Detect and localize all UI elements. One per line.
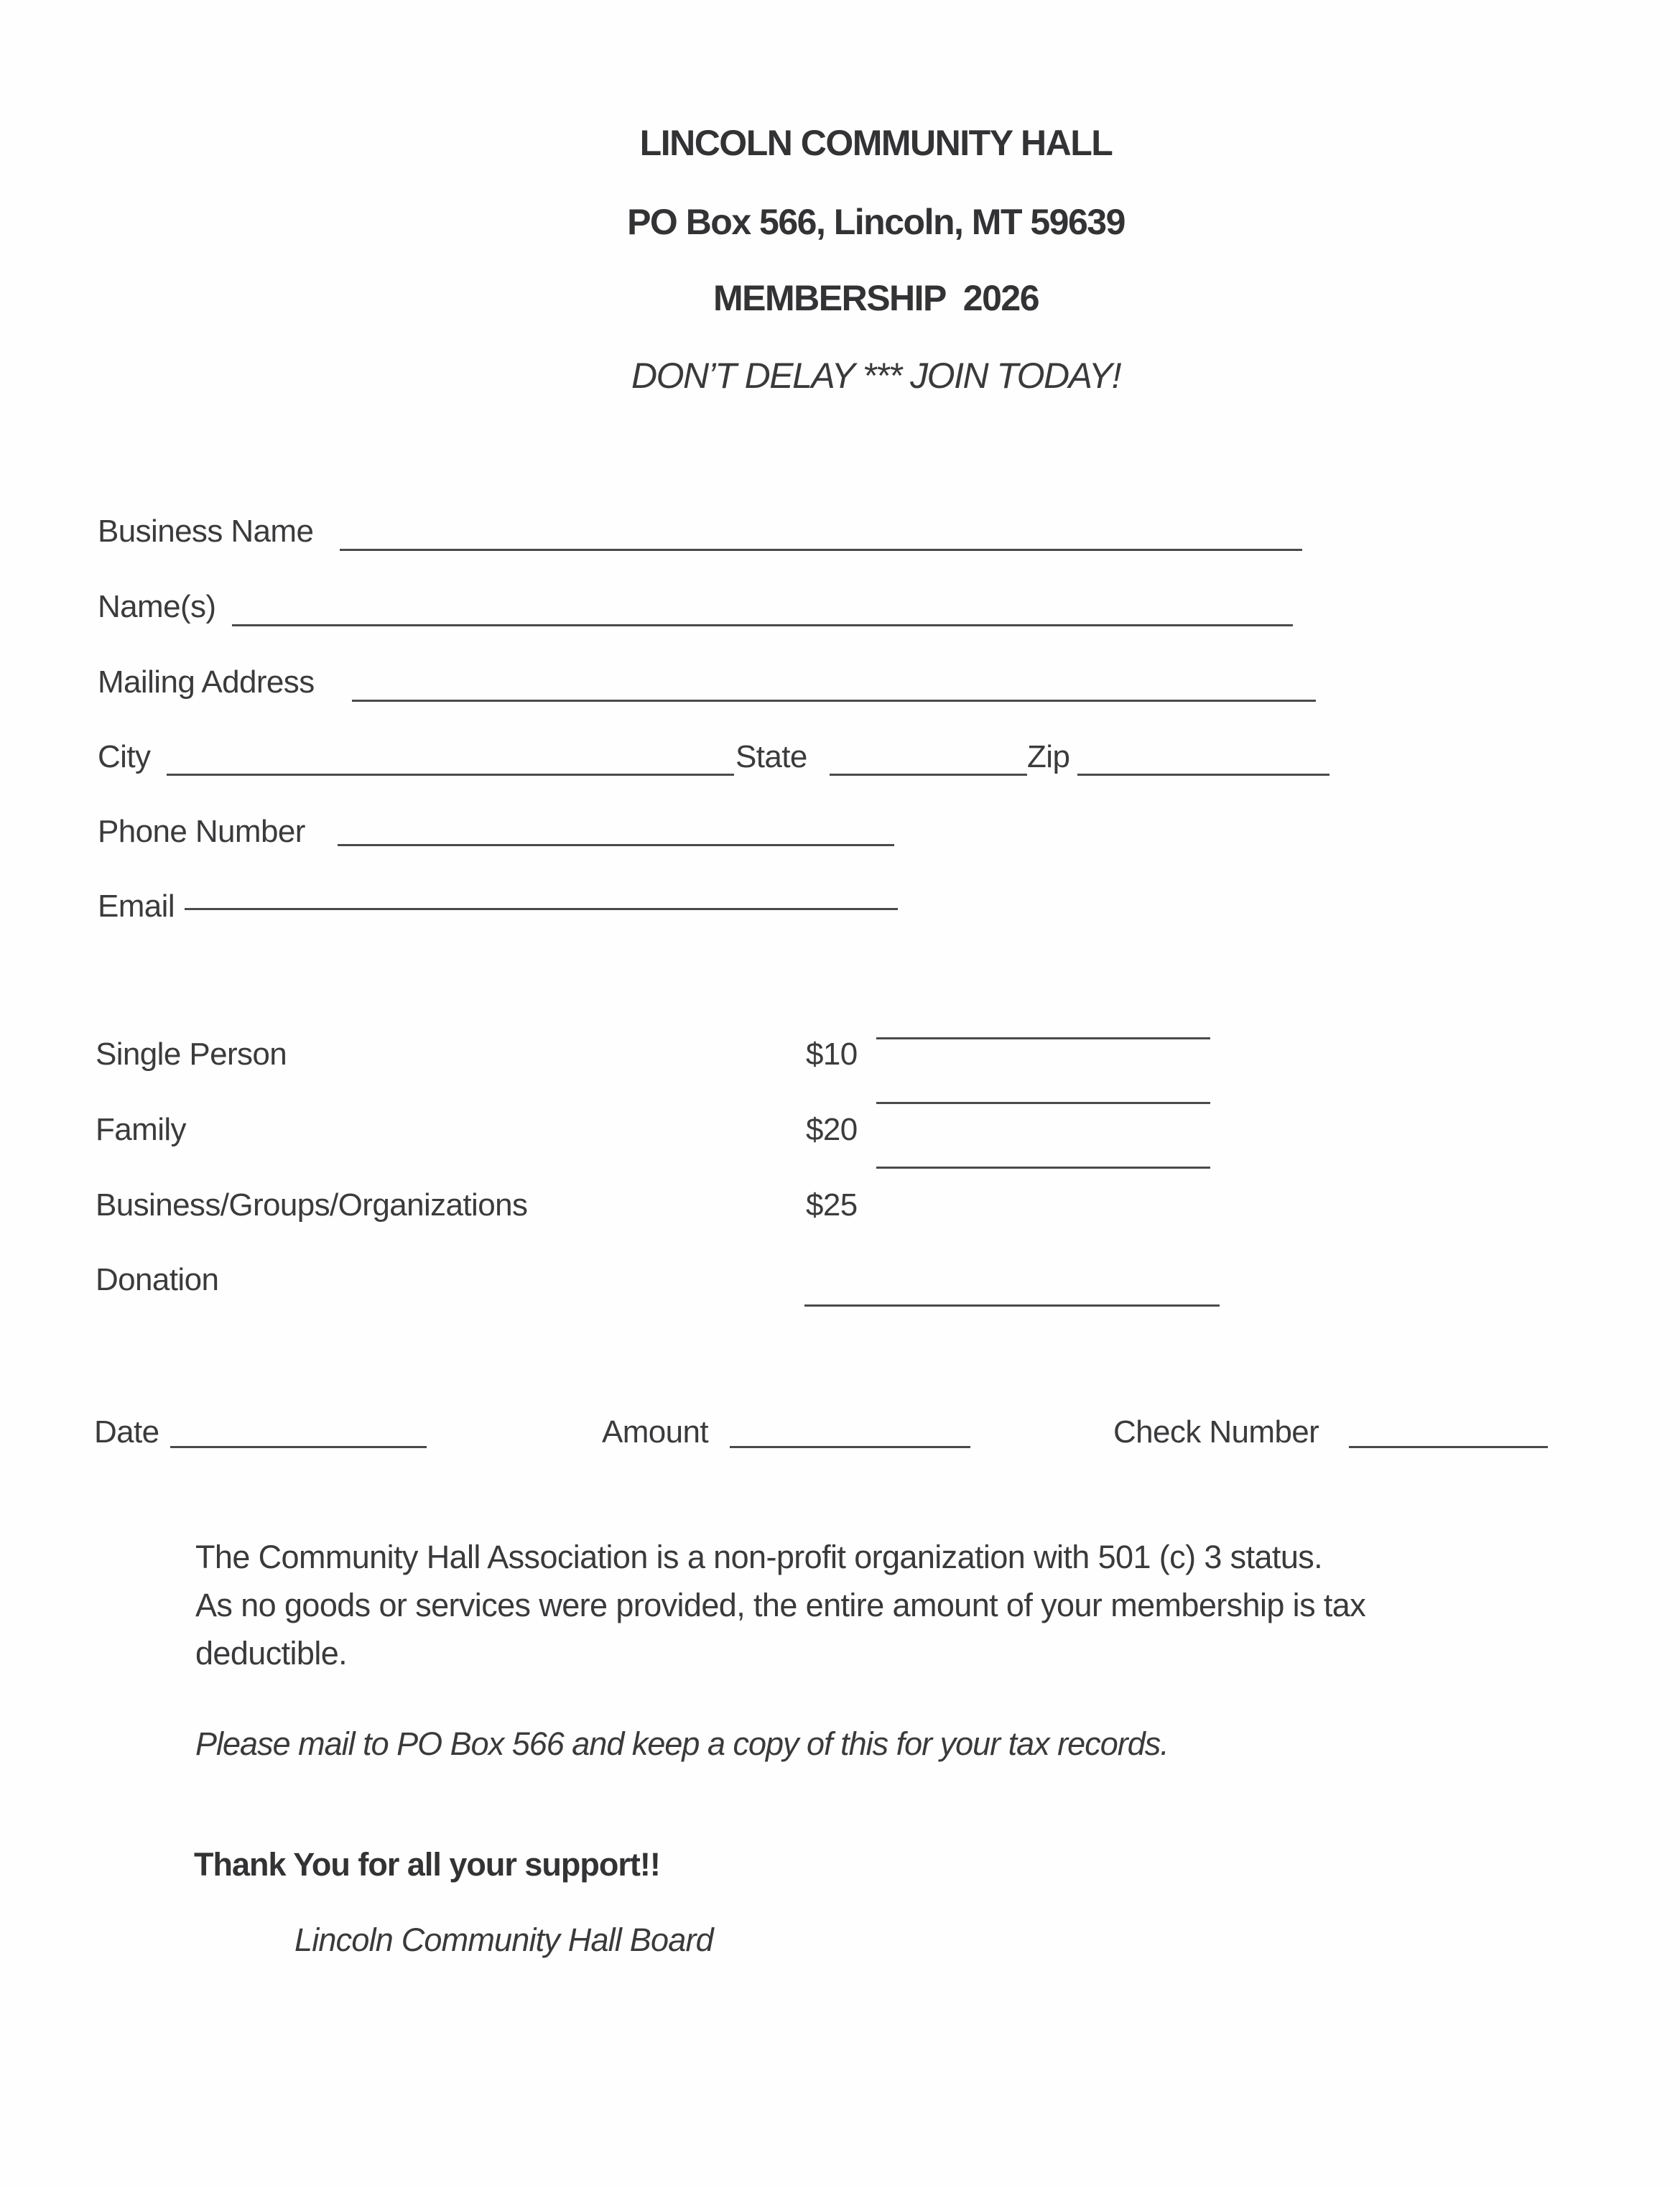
date-input[interactable]: [170, 1417, 427, 1448]
option-donation-label: Donation: [96, 1262, 219, 1297]
business-name-label: Business Name: [98, 514, 314, 549]
tax-info-line-3: deductible.: [195, 1635, 348, 1672]
amount-label: Amount: [602, 1414, 709, 1450]
date-label: Date: [94, 1414, 159, 1450]
thank-you-message: Thank You for all your support!!: [194, 1846, 660, 1883]
organization-name: LINCOLN COMMUNITY HALL: [639, 123, 1113, 163]
check-number-input[interactable]: [1349, 1417, 1548, 1448]
board-signature: Lincoln Community Hall Board: [294, 1922, 713, 1958]
state-input[interactable]: [830, 744, 1027, 776]
email-input[interactable]: [185, 879, 898, 910]
form-title: MEMBERSHIP 2026: [713, 278, 1039, 318]
organization-address: PO Box 566, Lincoln, MT 59639: [627, 202, 1125, 242]
option-business-label: Business/Groups/Organizations: [96, 1187, 528, 1223]
zip-input[interactable]: [1077, 744, 1329, 776]
phone-number-input[interactable]: [338, 815, 894, 846]
mailing-address-input[interactable]: [352, 670, 1316, 702]
option-single-person-price: $10: [806, 1037, 858, 1072]
amount-input[interactable]: [730, 1417, 970, 1448]
state-label: State: [735, 739, 807, 774]
phone-number-label: Phone Number: [98, 814, 305, 849]
tax-info-line-1: The Community Hall Association is a non-profit organization with 501 (c) 3 status.: [195, 1539, 1323, 1575]
option-family-label: Family: [96, 1112, 186, 1147]
email-label: Email: [98, 889, 175, 924]
mail-instructions: Please mail to PO Box 566 and keep a copy of this for your tax records.: [195, 1725, 1169, 1762]
city-input[interactable]: [167, 744, 734, 776]
names-label: Name(s): [98, 589, 216, 624]
option-business-input[interactable]: [876, 1137, 1210, 1169]
option-single-person-label: Single Person: [96, 1037, 287, 1072]
option-family-price: $20: [806, 1112, 858, 1147]
option-donation-input[interactable]: [804, 1275, 1220, 1307]
option-business-price: $25: [806, 1187, 858, 1223]
city-label: City: [98, 739, 151, 774]
option-single-person-input[interactable]: [876, 1008, 1210, 1039]
business-name-input[interactable]: [340, 519, 1302, 551]
names-input[interactable]: [232, 595, 1293, 626]
tagline: DON’T DELAY *** JOIN TODAY!: [631, 356, 1120, 396]
tax-info-line-2: As no goods or services were provided, the entire amount of your membership is tax: [195, 1587, 1366, 1623]
option-family-input[interactable]: [876, 1072, 1210, 1104]
tax-info-paragraph: [195, 1533, 1603, 1677]
zip-label: Zip: [1027, 739, 1070, 774]
check-number-label: Check Number: [1113, 1414, 1319, 1450]
mailing-address-label: Mailing Address: [98, 664, 315, 700]
